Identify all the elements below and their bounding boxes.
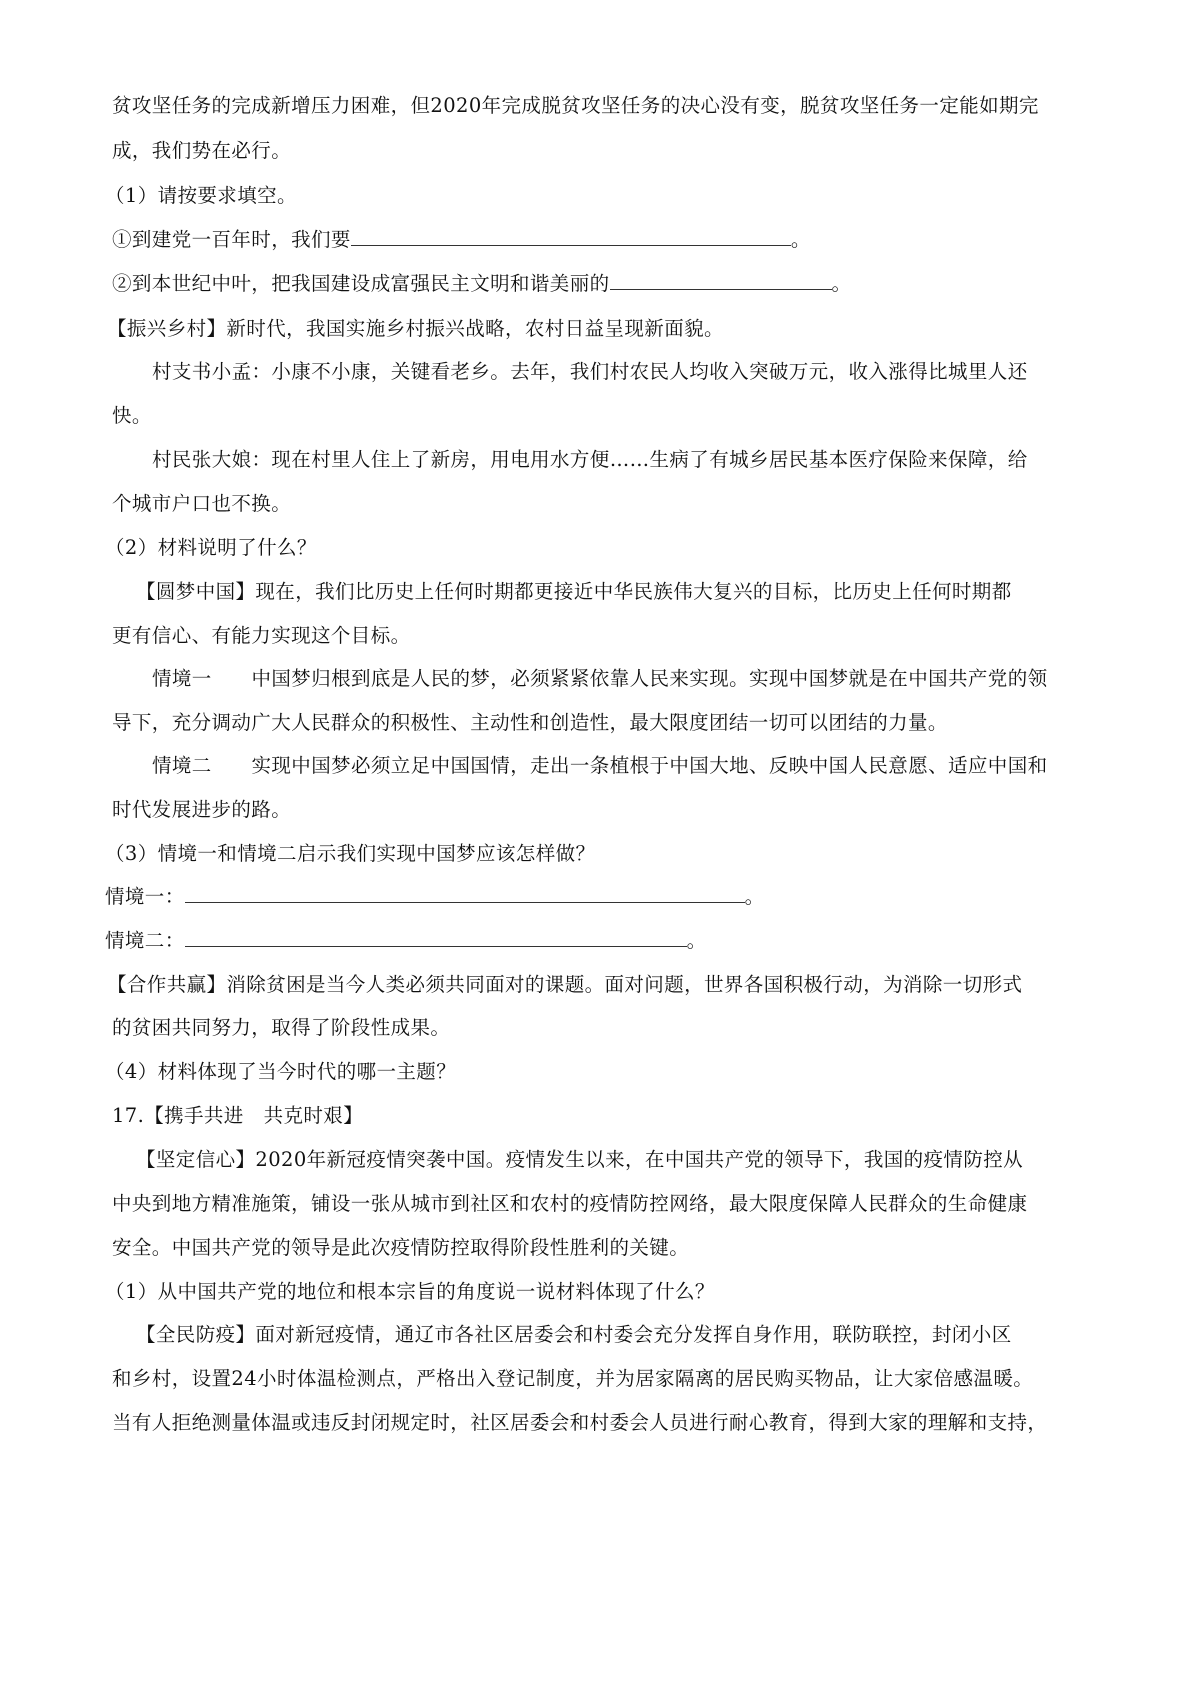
fill-item-label: 情境二： — [105, 929, 185, 952]
question-2-prompt: （2）材料说明了什么？ — [105, 536, 317, 559]
section-heading-prevention: 【全民防疫】面对新冠疫情，通辽市各社区居委会和村委会充分发挥自身作用，联防联控，封闭小区 — [136, 1323, 1012, 1346]
answer-blank[interactable] — [185, 928, 687, 947]
fill-item-label: 情境一： — [105, 885, 185, 908]
answer-blank[interactable] — [185, 884, 745, 903]
answer-blank[interactable] — [610, 271, 832, 290]
fill-item-end: 。 — [686, 929, 707, 952]
fill-item-end: 。 — [790, 228, 811, 251]
fill-item-label: ①到建党一百年时，我们要 — [112, 228, 351, 251]
paragraph-line: 和乡村，设置24小时体温检测点，严格出入登记制度，并为居家隔离的居民购买物品，让大家倍感温暖。 — [112, 1367, 1034, 1390]
paragraph-line: 个城市户口也不换。 — [112, 492, 292, 515]
fill-item-end: 。 — [831, 272, 852, 295]
question-17-title: 17.【携手共进 共克时艰】 — [112, 1104, 364, 1127]
fill-item-2 — [112, 270, 851, 298]
answer-blank[interactable] — [351, 227, 791, 246]
paragraph-line: 快。 — [112, 404, 152, 427]
paragraph-line: 村民张大娘：现在村里人住上了新房，用电用水方便……生病了有城乡居民基本医疗保险来保障，给 — [152, 448, 1028, 471]
question-17-1-prompt: （1）从中国共产党的地位和根本宗旨的角度说一说材料体现了什么？ — [105, 1280, 715, 1303]
fill-item-end: 。 — [744, 885, 765, 908]
fill-item-1 — [112, 226, 811, 254]
paragraph-line: 成，我们势在必行。 — [112, 139, 292, 162]
paragraph-line: 情境一 中国梦归根到底是人民的梦，必须紧紧依靠人民来实现。实现中国梦就是在中国共产党的领 — [152, 667, 1048, 690]
paragraph-line: 的贫困共同努力，取得了阶段性成果。 — [112, 1016, 451, 1039]
paragraph-line: 更有信心、有能力实现这个目标。 — [112, 624, 411, 647]
section-heading-rural: 【振兴乡村】新时代，我国实施乡村振兴战略，农村日益呈现新面貌。 — [107, 317, 724, 340]
paragraph-line: 时代发展进步的路。 — [112, 798, 292, 821]
fill-item-4 — [105, 927, 707, 955]
fill-item-3 — [105, 883, 765, 911]
fill-item-label: ②到本世纪中叶，把我国建设成富强民主文明和谐美丽的 — [112, 272, 610, 295]
paragraph-line: 安全。中国共产党的领导是此次疫情防控取得阶段性胜利的关键。 — [112, 1236, 690, 1259]
paragraph-line: 导下，充分调动广大人民群众的积极性、主动性和创造性，最大限度团结一切可以团结的力量。 — [112, 711, 948, 734]
paragraph-line: 村支书小孟：小康不小康，关键看老乡。去年，我们村农民人均收入突破万元，收入涨得比城里人还 — [152, 360, 1028, 383]
paragraph-line: 情境二 实现中国梦必须立足中国国情，走出一条植根于中国大地、反映中国人民意愿、适应中国和 — [152, 754, 1048, 777]
section-heading-cooperation: 【合作共赢】消除贫困是当今人类必须共同面对的课题。面对问题，世界各国积极行动，为消除一切形式 — [107, 973, 1023, 996]
question-1-prompt: （1）请按要求填空。 — [105, 184, 297, 207]
question-4-prompt: （4）材料体现了当今时代的哪一主题？ — [105, 1060, 457, 1083]
paragraph-line: 贫攻坚任务的完成新增压力困难，但2020年完成脱贫攻坚任务的决心没有变，脱贫攻坚任务一定能如期完 — [112, 94, 1039, 117]
paragraph-line: 中央到地方精准施策，铺设一张从城市到社区和农村的疫情防控网络，最大限度保障人民群众的生命健康 — [112, 1192, 1028, 1215]
question-3-prompt: （3）情境一和情境二启示我们实现中国梦应该怎样做？ — [105, 842, 596, 865]
section-heading-confidence: 【坚定信心】2020年新冠疫情突袭中国。疫情发生以来，在中国共产党的领导下，我国的疫情防控从 — [136, 1148, 1024, 1171]
paragraph-line: 当有人拒绝测量体温或违反封闭规定时，社区居委会和村委会人员进行耐心教育，得到大家的理解和支持， — [112, 1411, 1048, 1434]
section-heading-dream: 【圆梦中国】现在，我们比历史上任何时期都更接近中华民族伟大复兴的目标，比历史上任何时期都 — [136, 580, 1012, 603]
